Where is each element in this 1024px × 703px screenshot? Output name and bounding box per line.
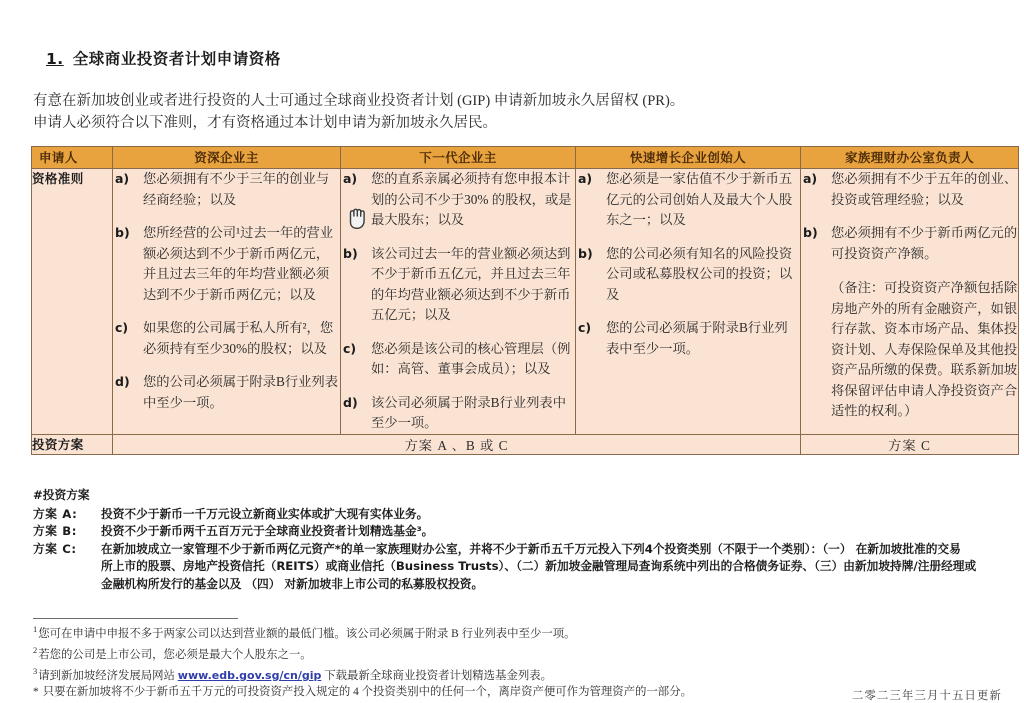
- table-header-applicant: 申请人: [32, 147, 113, 169]
- list-text: 您所经营的公司¹过去一年的营业额必须达到不少于新币两亿元，并且过去三年的年均营业额必须达到不少于新币两亿元；以及: [143, 225, 334, 302]
- footnote-2: [33, 642, 1013, 663]
- list-item: [113, 372, 340, 413]
- list-text: 该公司过去一年的营业额必须达到不少于新币五亿元，并且过去三年的年均营业额必须达到不少于新币五亿元；以及: [371, 245, 571, 322]
- list-item: [576, 169, 800, 231]
- list-text: 您必须拥有不少于五年的创业、投资或管理经验；以及: [831, 171, 1018, 207]
- plan-row-c: [33, 541, 1013, 594]
- plan-row-b: [33, 523, 1013, 541]
- eligibility-table: [31, 146, 1019, 455]
- list-marker: d): [343, 394, 358, 410]
- criteria-list-family-office-principal: [801, 169, 1018, 422]
- plan-key-c: 方案 C:: [33, 541, 77, 556]
- list-item: [576, 318, 800, 359]
- list-text: 您必须拥有不少于三年的创业与经商经验；以及: [143, 171, 330, 207]
- list-marker: c): [343, 340, 357, 356]
- plan-key-b: 方案 B:: [33, 524, 78, 539]
- footer-updated-date: 二零二三年三月十五日更新: [852, 690, 1002, 702]
- plan-value-c-line-2: 所上市的股票、房地产投资信托（REITS）或商业信托（Business Trusts）、（二）新加坡金融管理局查询系统中列出的合格债务证券、（三）由新加坡持牌/注册经理或: [101, 559, 977, 574]
- list-item: [113, 169, 340, 210]
- criteria-row: [32, 169, 1019, 435]
- list-text: 您必须是一家估值不少于新币五亿元的公司创始人及最大个人股东之一；以及: [606, 171, 793, 227]
- plan-row-a: [33, 506, 1013, 524]
- table-header-row: [32, 147, 1019, 169]
- footnote-1: [33, 621, 1013, 642]
- footnote-marker-1: 1: [33, 624, 38, 634]
- footnote-marker-3: 3: [33, 666, 38, 676]
- plan-value-a: 投资不少于新币一千万元设立新商业实体或扩大现有实体业务。: [101, 506, 429, 521]
- criteria-note: （备注：可投资资产净额包括除房地产外的所有金融资产，如银行存款、资本市场产品、集体投资计划、人寿保险保单及其他投资产品所缴的保费。联系新加坡将保留评估申请人净投资资产合适性的权利。）: [831, 280, 1018, 418]
- list-marker: a): [115, 171, 130, 186]
- page-title: [46, 47, 281, 69]
- list-item: [801, 169, 1018, 210]
- criteria-cell-senior-owner: [113, 169, 341, 435]
- footnote-text-1: 您可在申请中申报不多于两家公司以达到营业额的最低门槛。该公司必须属于附录 B 行业列表中至少一项。: [38, 627, 576, 640]
- list-text: 您的公司必须属于附录B行业列表中至少一项。: [143, 374, 339, 410]
- edb-gip-link[interactable]: www.edb.gov.sg/cn/gip: [177, 668, 322, 682]
- list-marker: b): [115, 225, 130, 240]
- list-text: 您必须拥有不少于新币两亿元的可投资资产净额。: [831, 225, 1018, 261]
- heading-number: 1.: [46, 50, 64, 68]
- plans-title: #投资方案: [33, 488, 90, 502]
- footnote-marker-star: *: [33, 686, 39, 698]
- plan-value-c-line-1: 在新加坡成立一家管理不少于新币两亿元资产*的单一家族理财办公室，并将不少于新币五千万元投入下列4个投资类别（不限于一个类别）：（一） 在新加坡批准的交易: [101, 541, 961, 556]
- list-item: [576, 244, 800, 306]
- criteria-cell-family-office-principal: [801, 169, 1019, 435]
- investment-plan-value-main: 方案 A 、B 或 C: [113, 434, 801, 454]
- criteria-cell-fast-growth-founder: [576, 169, 801, 435]
- list-text: 如果您的公司属于私人所有²，您必须持有至少30%的股权；以及: [143, 320, 334, 356]
- list-item: [341, 169, 575, 231]
- list-text: 该公司必须属于附录B行业列表中至少一项。: [371, 394, 567, 430]
- footnote-text-star: 只要在新加坡将不少于新币五千万元的可投资资产投入规定的 4 个投资类别中的任何一个，离岸资产便可作为管理资产的一部分。: [42, 686, 692, 698]
- list-text: 您的直系亲属必须持有您申报本计划的公司不少于30% 的股权，或是最大股东；以及: [371, 171, 572, 227]
- list-item: [113, 223, 340, 305]
- plan-value-c: [101, 541, 1013, 594]
- criteria-list-senior-owner: [113, 169, 340, 413]
- list-marker: a): [578, 171, 593, 186]
- criteria-cell-next-gen-owner: [341, 169, 576, 435]
- table-header-fast-growth-founder: 快速增长企业创始人: [576, 147, 801, 169]
- list-item: [801, 223, 1018, 422]
- list-text: 您的公司必须属于附录B行业列表中至少一项。: [606, 320, 788, 356]
- intro-line-2: 申请人必须符合以下准则，才有资格通过本计划申请为新加坡永久居民。: [33, 115, 497, 131]
- table-header-senior-owner: 资深企业主: [113, 147, 341, 169]
- intro-paragraph: [33, 90, 993, 134]
- criteria-list-fast-growth-founder: [576, 169, 800, 359]
- investment-plan-label: 投资方案: [32, 434, 113, 454]
- footnote-text-2: 若您的公司是上市公司，您必须是最大个人股东之一。: [38, 648, 312, 661]
- list-marker: c): [578, 320, 592, 335]
- footnote-text-3-before: 请到新加坡经济发展局网站: [38, 669, 178, 682]
- investment-plan-row: [32, 434, 1019, 454]
- criteria-row-label: 资格准则: [32, 169, 113, 435]
- list-marker: b): [343, 245, 358, 261]
- list-marker: c): [115, 320, 129, 335]
- plan-value-b: 投资不少于新币两千五百万元于全球商业投资者计划精选基金³。: [101, 524, 434, 539]
- footnote-marker-2: 2: [33, 645, 38, 655]
- plan-value-c-line-3: 金融机构所发行的基金以及 （四） 对新加坡非上市公司的私募股权投资。: [101, 576, 484, 591]
- plan-key-a: 方案 A:: [33, 506, 78, 521]
- criteria-list-next-gen-owner: [341, 169, 575, 434]
- list-marker: a): [803, 171, 818, 186]
- intro-line-1: 有意在新加坡创业或者进行投资的人士可通过全球商业投资者计划 (GIP) 申请新加坡永久居留权 (PR)。: [33, 93, 685, 109]
- table-header-family-office-principal: 家族理财办公室负责人: [801, 147, 1019, 169]
- list-marker: a): [343, 171, 358, 186]
- footnote-divider: [33, 618, 238, 619]
- list-item: [341, 393, 575, 434]
- footnote-3: [33, 663, 1013, 684]
- list-marker: b): [578, 245, 593, 261]
- list-text: 您的公司必须有知名的风险投资公司或私募股权公司的投资；以及: [606, 245, 793, 302]
- investment-plan-value-last: 方案 C: [801, 434, 1019, 454]
- list-item: [113, 318, 340, 359]
- footnote-text-3-after: 下载最新全球商业投资者计划精选基金列表。: [321, 669, 553, 682]
- list-marker: d): [115, 374, 130, 389]
- list-marker: b): [803, 225, 818, 240]
- table-header-next-gen-owner: 下一代企业主: [341, 147, 576, 169]
- heading-text: 全球商业投资者计划申请资格: [72, 50, 281, 68]
- investment-plans-section: [33, 487, 1013, 594]
- list-item: [341, 244, 575, 326]
- list-item: [341, 339, 575, 380]
- list-text: 您必须是该公司的核心管理层（例如：高管、董事会成员）；以及: [371, 340, 571, 376]
